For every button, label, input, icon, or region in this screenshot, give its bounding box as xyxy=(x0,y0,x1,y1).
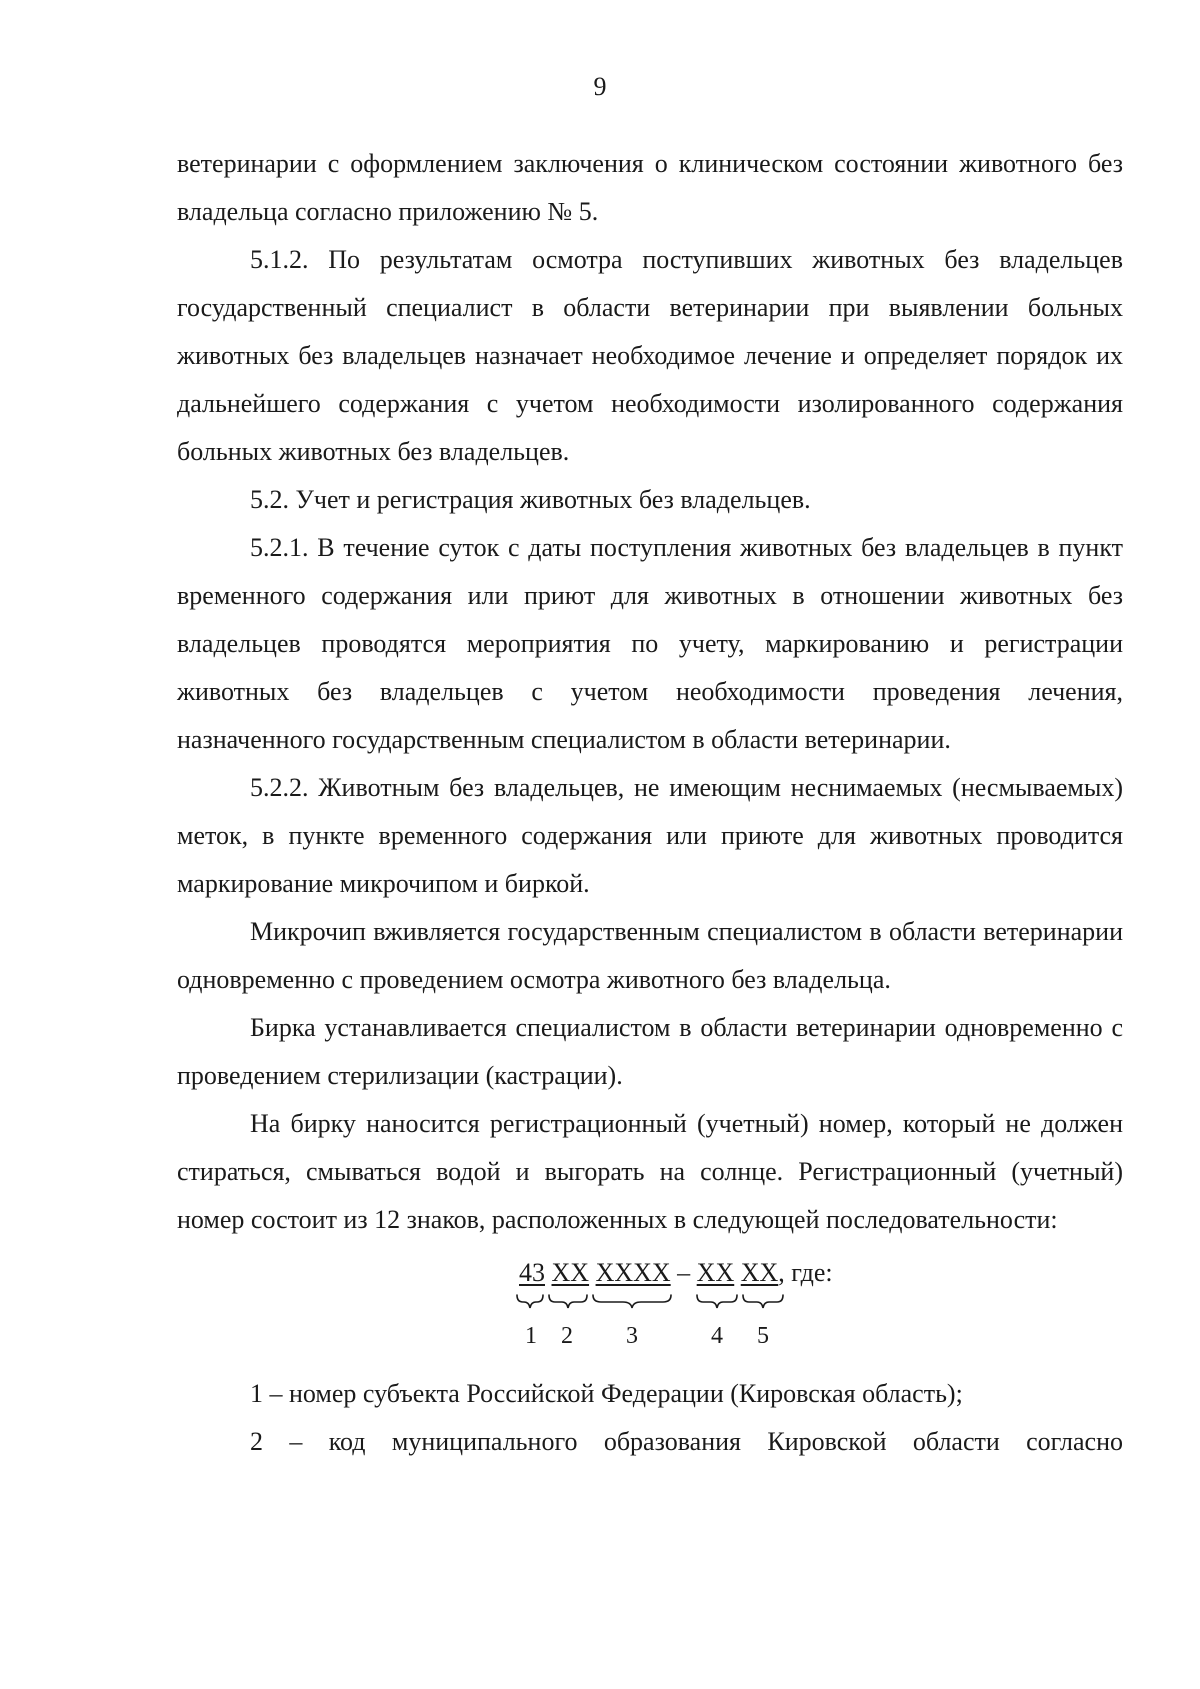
underbrace-icons xyxy=(515,1292,835,1318)
document-body xyxy=(177,140,1123,1466)
formula-segment-municipality: XX xyxy=(551,1258,590,1287)
registration-number-formula xyxy=(177,1252,1123,1370)
formula-label-1: 1 xyxy=(525,1323,537,1349)
formula-dash: – xyxy=(677,1258,691,1287)
underbrace-icon xyxy=(517,1295,543,1308)
paragraph-tag: Бирка устанавливается специалистом в области ветеринарии одновременно с проведением стерилизации (кастрации). xyxy=(177,1013,1123,1090)
formula-segment-5: XX xyxy=(740,1258,779,1287)
paragraph-microchip: Микрочип вживляется государственным специалистом в области ветеринарии одновременно с проведением осмотра животного без владельца. xyxy=(177,917,1123,994)
underbrace-icon xyxy=(697,1295,737,1308)
paragraph-5-2-2: 5.2.2. Животным без владельцев, не имеющим неснимаемых (несмываемых) меток, в пункте временного содержания или приюте для животных проводится маркирование микрочипом и биркой. xyxy=(177,773,1123,898)
formula-segment-serial: XXXX xyxy=(595,1258,671,1287)
paragraph-registration-number: На бирку наносится регистрационный (учетный) номер, который не должен стираться, смываться водой и выгорать на солнце. Регистрационный (учетный) номер состоит из 12 знаков, расположенных в следующей последовательности: xyxy=(177,1109,1123,1234)
formula-label-2: 2 xyxy=(561,1323,573,1349)
formula-segment-region: 43 xyxy=(519,1258,545,1287)
underbrace-icon xyxy=(549,1295,587,1308)
formula-suffix: , где: xyxy=(778,1258,833,1287)
formula-label-4: 4 xyxy=(711,1323,723,1349)
paragraph-continuation: ветеринарии с оформлением заключения о клиническом состоянии животного без владельца согласно приложению № 5. xyxy=(177,149,1123,226)
underbrace-icon xyxy=(743,1295,783,1308)
formula-line xyxy=(519,1256,833,1290)
paragraph-5-1-2: 5.1.2. По результатам осмотра поступивших животных без владельцев государственный специалист в области ветеринарии при выявлении больных животных без владельцев назначает необходимое лечение и определяет порядок их дальнейшего содержания с учетом необходимости изолированного содержания больных животных без владельцев. xyxy=(177,245,1123,466)
paragraph-5-2-heading: 5.2. Учет и регистрация животных без владельцев. xyxy=(250,485,811,514)
underbrace-icon xyxy=(593,1295,671,1308)
page-number: 9 xyxy=(593,72,607,101)
formula-label-3: 3 xyxy=(626,1323,638,1349)
formula-segment-4: XX xyxy=(696,1258,735,1287)
paragraph-item-2: 2 – код муниципального образования Кировской области согласно xyxy=(250,1427,1123,1456)
formula-label-5: 5 xyxy=(757,1323,769,1349)
paragraph-item-1: 1 – номер субъекта Российской Федерации (Кировская область); xyxy=(250,1379,963,1408)
paragraph-5-2-1: 5.2.1. В течение суток с даты поступления животных без владельцев в пункт временного содержания или приют для животных в отношении животных без владельцев проводятся мероприятия по учету, маркированию и регистрации животных без владельцев с учетом необходимости проведения лечения, назначенного государственным специалистом в области ветеринарии. xyxy=(177,533,1123,754)
